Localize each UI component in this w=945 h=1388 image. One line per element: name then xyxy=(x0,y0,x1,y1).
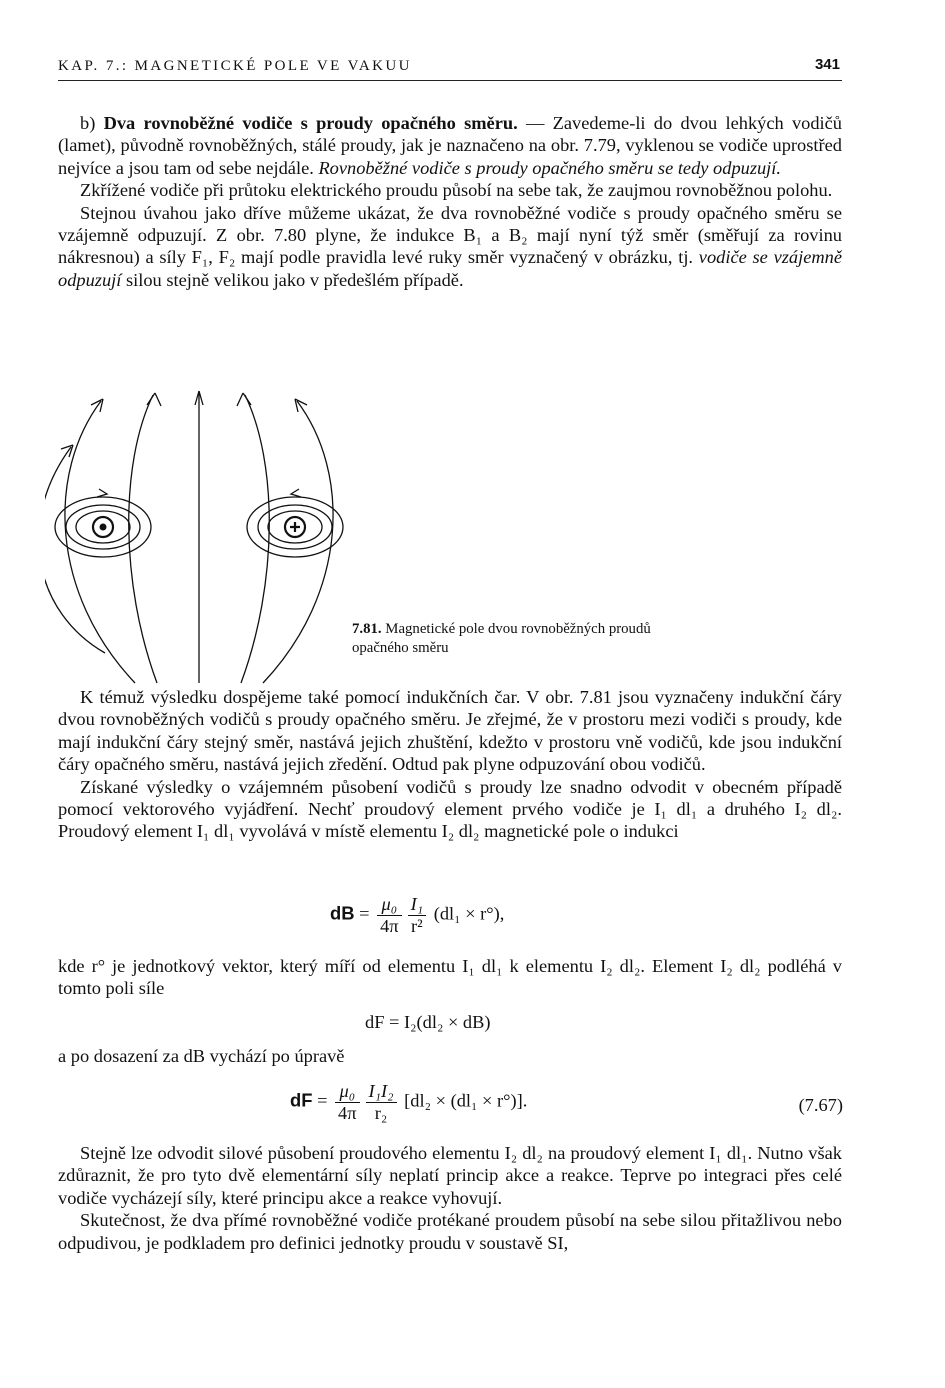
arrow-icon xyxy=(291,489,301,497)
figure-magnetic-field xyxy=(45,383,355,689)
emphasis-text: Rovnoběžné vodiče s proudy opačného směru se tedy odpuzují. xyxy=(318,157,782,178)
eq-sign: = xyxy=(312,1090,333,1111)
numerator: μ₀ xyxy=(377,894,401,916)
numerator: I₁I₂ xyxy=(366,1081,397,1103)
item-label: b) xyxy=(80,113,104,133)
eq-lhs: dF xyxy=(290,1089,313,1111)
eq-rhs: (dl₁ × r°), xyxy=(429,903,505,924)
chapter-title: KAP. 7.: MAGNETICKÉ POLE VE VAKUU xyxy=(58,58,412,74)
denominator: r² xyxy=(411,916,423,936)
denominator: r₂ xyxy=(374,1103,388,1123)
paragraph-text: Stejnou úvahou jako dříve můžeme ukázat, že dva rovnoběžné vodiče s proudy opačného směru se vzájemně odpuzují. Z obr. 7.80 plyne, že indukce B₁ a B₂ mají nyní týž směr (směřují za rovinu nákresnou) a síly F₁, F₂ mají podle pravidla levé ruky směr vyznačený v obrázku, tj. xyxy=(58,202,842,268)
field-line xyxy=(45,447,105,653)
paragraph-text: silou stejně velikou jako v předešlém případě. xyxy=(121,269,464,290)
paragraph-b xyxy=(58,112,842,179)
eq-rhs: [dl₂ × (dl₁ × r°)]. xyxy=(399,1090,528,1111)
eq-sign: = xyxy=(354,903,375,924)
figure-caption xyxy=(352,620,692,658)
denominator: 4π xyxy=(338,1103,357,1123)
running-header xyxy=(58,56,842,81)
figure-number: 7.81. xyxy=(352,621,382,637)
text-block-middle xyxy=(58,686,842,843)
fraction-mu xyxy=(377,894,401,937)
fraction-mu xyxy=(335,1081,359,1124)
paragraph-induction-lines: K témuž výsledku dospějeme také pomocí indukčních čar. V obr. 7.81 jsou vyznačeny indukční čáry dvou rovnoběžných vodičů s proudy opačného směru. Je zřejmé, že v prostoru mezi vodiči s proudy, kde mají indukční čáry stejný směr, nastává jejich zhuštění, kdežto v prostoru vně vodičů, kde jsou indukční čáry opačného směru, nastává jejich zředění. Odtud pak plyne odpuzování obou vodičů. xyxy=(58,687,842,775)
paragraph-action-reaction: Stejně lze odvodit silové působení proudového elementu I₂ dl₂ na proudový element I₁ dl₁. Nutno však zdůraznit, že pro tyto dvě elementární síly neplatí princip akce a reakce. Teprve po integraci přes celé vodiče vycházejí síly, které principu akce a reakce vyhovují. xyxy=(58,1143,842,1208)
section-heading: Dva rovnoběžné vodiče s proudy opačného směru. xyxy=(103,113,518,133)
field-line xyxy=(241,395,269,683)
paragraph-vector-derivation: Získané výsledky o vzájemném působení vodičů s proudy lze snadno odvodit v obecném případě pomocí vektorového vyjádření. Nechť proudový element prvého vodiče je I₁ dl₁ a druhého I₂ dl₂. Proudový element I₁ dl₁ vyvolává v místě elementu I₂ dl₂ magnetické pole o indukci xyxy=(58,776,842,842)
paragraph-substitution: a po dosazení za dB vychází po úpravě xyxy=(58,1046,345,1066)
arrow-icon xyxy=(97,489,107,497)
page-number: 341 xyxy=(814,56,840,73)
paragraph-si-definition: Skutečnost, že dva přímé rovnoběžné vodiče protékané proudem působí na sebe silou přitažlivou nebo odpudivou, je podkladem pro definici jednotky proudu v soustavě SI, xyxy=(58,1210,842,1253)
fraction-current xyxy=(408,894,427,937)
field-line xyxy=(129,395,157,683)
emphasis-text: vodiče se vzájemně odpuzují xyxy=(58,247,842,290)
current-out-icon xyxy=(100,524,107,531)
paragraph-same-reasoning xyxy=(58,202,842,292)
text-block-top xyxy=(58,112,842,291)
paragraph-text: — Zavedeme-li do dvou lehkých vodičů (lamet), původně rovnoběžných, stálé proudy, jak je naznačeno na obr. 7.79, vyklenou se vodiče uprostřed nejvíce a jsou tam od sebe nejdále. xyxy=(58,113,843,178)
equation-number: (7.67) xyxy=(798,1095,843,1115)
equation-db xyxy=(330,894,504,937)
paragraph-crossed-conductors: Zkřížené vodiče při průtoku elektrického proudu působí na sebe tak, že zaujmou rovnoběžnou polohu. xyxy=(80,180,833,201)
figure-caption-text: Magnetické pole dvou rovnoběžných proudů opačného směru xyxy=(352,621,651,656)
text-block-unit-vector xyxy=(58,955,842,1000)
numerator: I₁ xyxy=(408,894,427,916)
text-block-substitution xyxy=(58,1045,842,1067)
text-block-bottom xyxy=(58,1142,842,1254)
equation-df xyxy=(365,1012,491,1033)
equation-767 xyxy=(290,1081,527,1124)
eq-text: dF = I₂(dl₂ × dB) xyxy=(365,1012,491,1032)
numerator: μ₀ xyxy=(335,1081,359,1103)
denominator: 4π xyxy=(380,916,399,936)
arrow-icon xyxy=(61,445,73,457)
paragraph-unit-vector: kde r° je jednotkový vektor, který míří od elementu I₁ dl₁ k elementu I₂ dl₂. Element I₂ dl₂ podléhá v tomto poli síle xyxy=(58,956,842,999)
fraction-currents xyxy=(366,1081,397,1124)
eq-lhs: dB xyxy=(330,902,355,924)
